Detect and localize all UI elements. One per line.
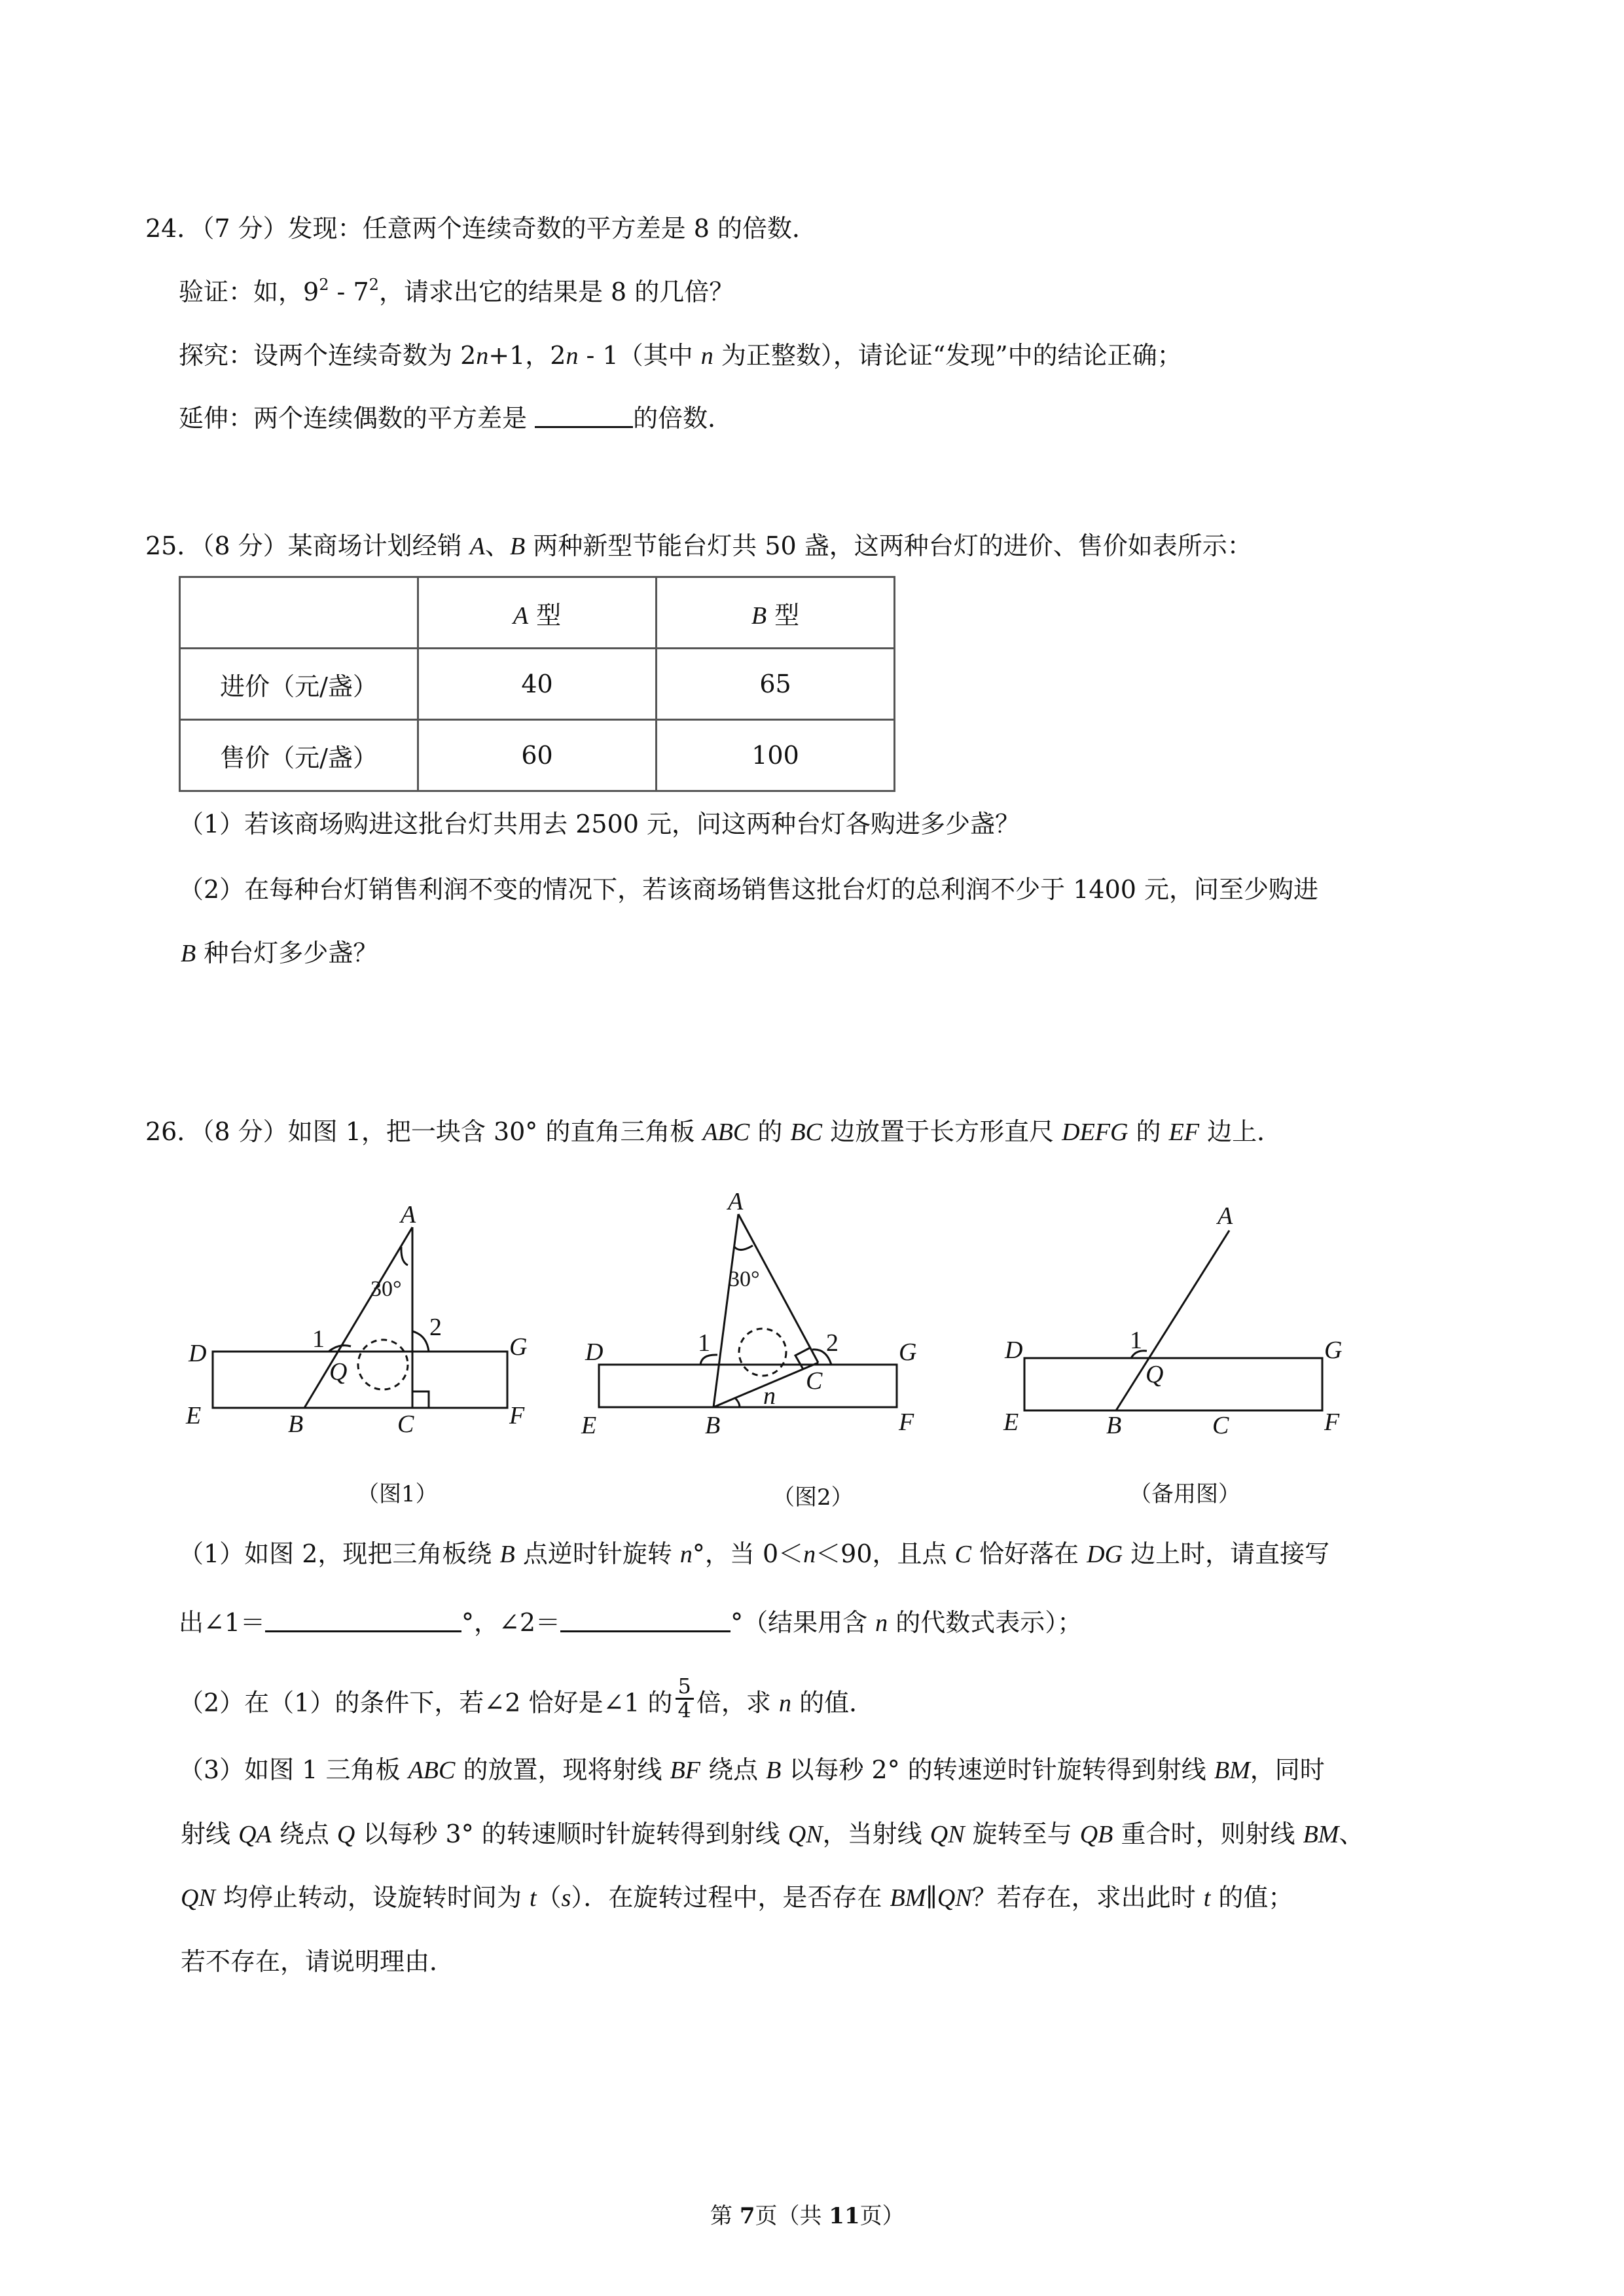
angle-1-blank <box>265 1611 461 1632</box>
label-angle-1: 1 <box>698 1329 710 1357</box>
table-cell: 60 <box>418 720 657 791</box>
label-Q: Q <box>329 1358 348 1386</box>
dashed-circle <box>739 1329 786 1376</box>
label-angle-2: 2 <box>429 1314 442 1341</box>
q26-part3-line4: 若不存在，请说明理由． <box>181 1947 455 1976</box>
label-F: F <box>1324 1408 1340 1436</box>
q26-heading: 26．（8 分）如图 1，把一块含 30° 的直角三角板 ABC 的 BC 边放置于长方形直尺 DEFG 的 EF 边上． <box>145 1117 1282 1146</box>
ruler-rect <box>1024 1358 1322 1410</box>
label-C: C <box>806 1367 823 1395</box>
table-row <box>180 720 895 791</box>
label-B: B <box>288 1410 304 1438</box>
label-G: G <box>1324 1336 1343 1364</box>
table-header-cell <box>180 577 418 649</box>
label-30-degrees: 30° <box>729 1267 760 1291</box>
label-G: G <box>509 1333 528 1361</box>
figure-2-caption: （图2） <box>772 1484 854 1511</box>
figure-1-caption: （图1） <box>357 1481 438 1507</box>
label-B: B <box>705 1412 721 1439</box>
angle-n-arc <box>735 1398 740 1407</box>
label-C: C <box>397 1410 414 1438</box>
q26-part1: （1）如图 2，现把三角板绕 B 点逆时针旋转 n°，当 0＜n＜90，且点 C 恰好落在 DG 边上时，请直接写 <box>179 1539 1330 1568</box>
label-E: E <box>1003 1408 1019 1436</box>
table-cell: 售价（元/盏） <box>180 720 418 791</box>
fraction-5-4: $\frac{5}{4}$ <box>676 1676 694 1721</box>
angle-30-arc <box>401 1247 408 1265</box>
table-cell: 100 <box>657 720 895 791</box>
ruler-rect <box>213 1352 507 1408</box>
label-angle-1: 1 <box>312 1325 325 1353</box>
q26-part3-line2: 射线 QA 绕点 Q 以每秒 3° 的转速顺时针旋转得到射线 QN，当射线 QN 旋转至与 QB 重合时，则射线 BM、 <box>181 1820 1364 1848</box>
label-D: D <box>189 1340 207 1367</box>
triangle-side-ab <box>713 1214 738 1407</box>
label-angle-1: 1 <box>1130 1327 1142 1354</box>
label-A: A <box>1218 1202 1233 1230</box>
q24-heading: 24．（7 分）发现：任意两个连续奇数的平方差是 8 的倍数． <box>145 214 817 243</box>
dashed-circle <box>358 1340 408 1390</box>
q26-part3-line1: （3）如图 1 三角板 ABC 的放置，现将射线 BF 绕点 B 以每秒 2° 的转速逆时针旋转得到射线 BM，同时 <box>179 1755 1325 1784</box>
table-row <box>180 649 895 720</box>
label-A: A <box>728 1188 744 1215</box>
table-header-cell: A 型 <box>418 577 657 649</box>
table-cell: 进价（元/盏） <box>180 649 418 720</box>
backup-figure-caption: （备用图） <box>1129 1481 1240 1507</box>
q26-part1-cont: 出∠1＝ °，∠2＝ °（结果用含 n 的代数式表示）； <box>179 1608 1083 1637</box>
q24-extend: 延伸：两个连续偶数的平方差是 的倍数． <box>179 404 733 433</box>
label-F: F <box>899 1408 914 1436</box>
label-A: A <box>401 1201 416 1229</box>
label-E: E <box>581 1412 597 1439</box>
label-D: D <box>1005 1336 1023 1364</box>
backup-figure <box>995 1188 1362 1450</box>
label-F: F <box>509 1402 525 1429</box>
q25-part2-cont: B 种台灯多少盏？ <box>181 939 378 967</box>
table-cell: 65 <box>657 649 895 720</box>
table-cell: 40 <box>418 649 657 720</box>
page-footer: 第 7页（共 11页） <box>710 2203 905 2229</box>
q25-part1: （1）若该商场购进这批台灯共用去 2500 元，问这两种台灯各购进多少盏？ <box>179 810 1020 838</box>
label-B: B <box>1106 1412 1122 1439</box>
table-header-cell: B 型 <box>657 577 895 649</box>
triangle-side-ab <box>304 1227 412 1408</box>
q26-part3-line3: QN 均停止转动，设旋转时间为 t（s）．在旋转过程中，是否存在 BM∥QN？若存在，求出此时 t 的值； <box>181 1883 1293 1912</box>
angle-30-arc <box>734 1246 753 1250</box>
figure-1 <box>177 1185 543 1446</box>
table-header-row <box>180 577 895 649</box>
label-G: G <box>899 1338 917 1366</box>
label-angle-2: 2 <box>826 1329 839 1357</box>
right-angle-mark <box>412 1391 429 1408</box>
q24-explore: 探究：设两个连续奇数为 2n+1，2n - 1（其中 n 为正整数），请论证“发现”中的结论正确； <box>179 341 1182 370</box>
figure-2 <box>576 1175 943 1450</box>
label-E: E <box>186 1402 202 1429</box>
q26-part2: （2）在（1）的条件下，若∠2 恰好是∠1 的 $\frac{5}{4}$ 倍，求 n 的值． <box>179 1674 875 1723</box>
angle-2-arc <box>412 1331 429 1352</box>
label-Q: Q <box>1146 1361 1164 1388</box>
price-table <box>179 576 895 792</box>
answer-blank <box>535 406 633 428</box>
q25-heading: 25．（8 分）某商场计划经销 A、B 两种新型节能台灯共 50 盏，这两种台灯的进价、售价如表所示： <box>145 531 1252 560</box>
label-C: C <box>1212 1412 1229 1439</box>
label-30-degrees: 30° <box>370 1277 402 1301</box>
label-D: D <box>585 1338 604 1366</box>
label-n: n <box>763 1382 776 1410</box>
q25-part2: （2）在每种台灯销售利润不变的情况下，若该商场销售这批台灯的总利润不少于 1400 元，问至少购进 <box>179 875 1319 904</box>
q24-verify: 验证：如，$9^2 - 7^2$，请求出它的结果是 8 的几倍？ <box>179 276 734 306</box>
angle-2-blank <box>560 1611 731 1632</box>
ray-qa <box>1116 1230 1229 1410</box>
